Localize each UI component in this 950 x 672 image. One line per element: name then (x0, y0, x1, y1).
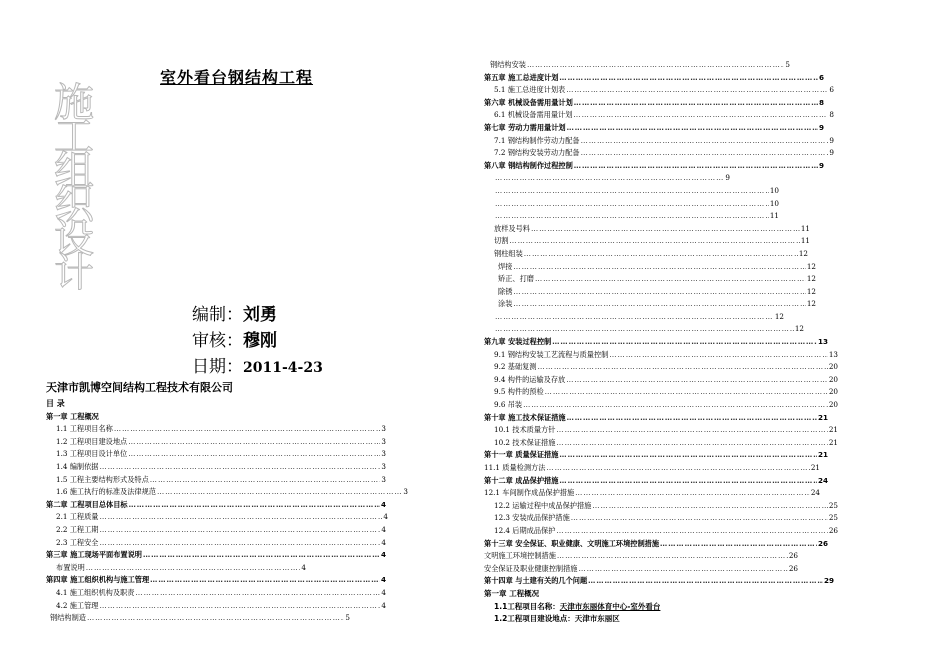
toc-entry-text: 第十四章 与土建有关的几个问题 (484, 576, 588, 586)
toc-leader-dots (559, 72, 818, 85)
toc-chapter-entry[interactable] (484, 475, 828, 488)
toc-section-entry[interactable] (484, 512, 838, 525)
toc-page-number: 12 (806, 286, 816, 296)
toc-section-entry[interactable] (46, 612, 350, 625)
toc-page-number: 11 (800, 236, 810, 246)
toc-leader-dots (559, 475, 817, 488)
toc-section-entry[interactable] (484, 172, 730, 185)
toc-page-number: 5 (785, 60, 790, 69)
toc-page-number: 11 (769, 211, 779, 221)
toc-page-number: 3 (381, 474, 386, 484)
toc-section-entry[interactable] (484, 349, 838, 362)
toc-section-entry[interactable] (46, 474, 386, 487)
toc-entry-text: 第九章 安装过程控制 (484, 337, 552, 347)
toc-page-number: 3 (381, 461, 386, 471)
toc-leader-dots (150, 574, 380, 587)
body-item-project-name-label: 1.1工程项目名称： (494, 601, 560, 611)
toc-section-entry[interactable] (46, 562, 306, 575)
toc-page-number: 3 (381, 436, 386, 446)
toc-entry-text: 第二章 工程项目总体目标 (46, 499, 128, 509)
toc-entry-text: 9.1 钢结构安装工艺流程与质量控制 (494, 349, 609, 359)
toc-entry-text: 1.5 工程主要结构形式及特点 (56, 474, 149, 484)
vertical-title-char: 织 (54, 182, 94, 228)
toc-section-entry[interactable] (484, 323, 804, 336)
reviewer-name: 穆刚 (243, 331, 277, 351)
toc-section-entry[interactable] (484, 273, 816, 286)
toc-entry-text: 第五章 施工总进度计划 (484, 72, 559, 82)
toc-leader-dots (99, 600, 380, 613)
toc-section-entry[interactable] (484, 500, 838, 513)
toc-leader-dots (552, 336, 817, 349)
toc-leader-dots (588, 575, 823, 588)
toc-chapter-entry[interactable] (484, 160, 824, 173)
reviewer-line (192, 326, 277, 351)
toc-leader-dots (495, 311, 774, 324)
toc-entry-text: 1.1 工程项目名称 (56, 424, 113, 434)
body-item-project-name (484, 601, 828, 614)
toc-entry-text: 布置说明 (56, 562, 85, 572)
toc-leader-dots (87, 612, 344, 625)
toc-page-number: 4 (380, 575, 386, 585)
toc-page-number: 21 (817, 412, 828, 422)
toc-section-entry[interactable] (484, 298, 816, 311)
toc-section-entry[interactable] (46, 600, 386, 613)
toc-leader-dots (513, 261, 805, 274)
toc-page-number: 26 (817, 538, 828, 548)
toc-chapter-entry[interactable] (484, 72, 824, 85)
toc-page-number: 24 (817, 475, 828, 485)
toc-leader-dots (537, 361, 827, 374)
toc-chapter-entry[interactable] (484, 575, 834, 588)
toc-entry-text: 4.2 施工管理 (56, 600, 99, 610)
toc-entry-text: 文明施工环境控制措施 (484, 551, 556, 561)
vertical-title-char: 施 (54, 80, 94, 126)
toc-entry-text: 第一章 工程概况 (46, 411, 99, 421)
toc-entry-text: 9.6 吊装 (494, 400, 523, 410)
toc-leader-dots (556, 424, 827, 437)
toc-page-number: 8 (818, 97, 824, 107)
toc-page-number: 12 (806, 261, 816, 271)
body-item-location-label: 1.2工程项目建设地点： (494, 614, 575, 624)
toc-section-entry[interactable] (484, 286, 816, 299)
toc-entry-text: 第四章 施工组织机构与施工管理 (46, 575, 150, 585)
toc-page-number: 21 (810, 463, 820, 472)
toc-page-number: 26 (828, 525, 838, 535)
toc-section-entry[interactable] (484, 147, 834, 160)
toc-page-number: 6 (829, 85, 834, 95)
toc-entry-text: 1.6 施工执行的标准及法律规范 (56, 487, 156, 497)
toc-leader-dots (581, 135, 829, 148)
toc-page-number: 10 (769, 185, 779, 195)
toc-section-entry[interactable] (484, 210, 779, 223)
toc-entry-text: 第八章 钢结构制作过程控制 (484, 160, 573, 170)
toc-section-entry[interactable] (484, 235, 810, 248)
toc-page-number: 12 (798, 248, 808, 258)
toc-entry-text: 12.3 安装成品保护措施 (494, 513, 570, 523)
toc-leader-dots (513, 298, 805, 311)
toc-section-entry[interactable] (484, 550, 798, 563)
toc-section-entry[interactable] (484, 399, 838, 412)
toc-chapter-entry[interactable] (484, 449, 828, 462)
toc-section-entry[interactable] (46, 461, 386, 474)
toc-page-number: 3 (381, 424, 386, 434)
toc-section-entry[interactable] (46, 423, 386, 436)
toc-page-number: 4 (380, 550, 386, 560)
toc-leader-dots (495, 323, 794, 336)
toc-leader-dots (566, 374, 828, 387)
toc-page-number: 13 (817, 337, 828, 347)
toc-entry-text: 钢柱组装 (494, 248, 523, 258)
toc-entry-text: 放样及号料 (494, 223, 530, 233)
toc-entry-text: 4.1 施工组织机构及职责 (56, 587, 135, 597)
toc-entry-text: 切割 (494, 236, 509, 246)
toc-right-column (484, 59, 838, 626)
body-chapter-heading: 第一章 工程概况 (484, 588, 540, 598)
toc-section-entry[interactable] (46, 436, 386, 449)
vertical-title-char: 组 (54, 148, 94, 194)
toc-entry-text: 1.2 工程项目建设地点 (56, 436, 128, 446)
toc-leader-dots (99, 461, 380, 474)
toc-chapter-entry[interactable] (484, 97, 824, 110)
toc-entry-text: 2.2 工程工期 (56, 524, 99, 534)
toc-leader-dots (556, 437, 827, 450)
toc-leader-dots (509, 235, 799, 248)
toc-chapter-entry[interactable] (46, 549, 386, 562)
toc-section-entry[interactable] (484, 109, 834, 122)
toc-leader-dots (557, 550, 788, 563)
toc-leader-dots (524, 248, 798, 261)
toc-page-number: 5 (345, 613, 350, 623)
toc-entry-text: 9.5 构件的预检 (494, 387, 544, 397)
toc-entry-text: 钢结构安装 (490, 60, 526, 69)
vertical-title-char: 计 (54, 250, 94, 296)
toc-chapter-entry[interactable] (484, 122, 824, 135)
toc-entry-text: 9.4 构件的运输及存放 (494, 374, 566, 384)
toc-page-number: 9 (829, 135, 834, 145)
toc-section-entry[interactable] (484, 437, 838, 450)
toc-leader-dots (527, 59, 784, 72)
toc-leader-dots (574, 160, 818, 173)
toc-page-number: 9 (829, 148, 834, 158)
toc-leader-dots (567, 122, 818, 135)
toc-page-number: 3 (381, 449, 386, 459)
toc-section-entry[interactable] (46, 448, 386, 461)
toc-entry-text: 钢结构制造 (50, 613, 86, 623)
toc-page-number: 26 (788, 551, 798, 561)
toc-section-entry[interactable] (484, 185, 779, 198)
toc-leader-dots (581, 147, 829, 160)
toc-leader-dots (578, 563, 787, 576)
toc-entry-text: 7.2 钢结构安装劳动力配备 (494, 148, 580, 158)
toc-leader-dots (592, 500, 827, 513)
toc-page-number: 12 (806, 299, 816, 309)
toc-entry-text: 10.1 技术质量方针 (494, 425, 556, 435)
toc-section-entry[interactable] (46, 486, 408, 499)
toc-page-number: 26 (788, 563, 798, 573)
toc-entry-text: 第六章 机械设备需用量计划 (484, 97, 573, 107)
toc-leader-dots (523, 399, 828, 412)
toc-page-number: 11 (800, 223, 810, 233)
toc-page-number: 6 (818, 72, 824, 82)
toc-left-column (46, 398, 408, 625)
toc-leader-dots (546, 462, 809, 475)
toc-chapter-entry[interactable] (46, 411, 408, 424)
toc-section-entry[interactable] (46, 511, 388, 524)
toc-leader-dots (86, 562, 301, 575)
toc-section-entry[interactable] (46, 524, 386, 537)
toc-leader-dots (573, 109, 828, 122)
editor-name: 刘勇 (243, 305, 277, 325)
toc-leader-dots (660, 538, 817, 551)
toc-leader-dots (129, 499, 380, 512)
toc-page-number: 9 (818, 160, 824, 170)
toc-entry-text: 6.1 机械设备需用量计划 (494, 110, 573, 120)
toc-leader-dots (495, 198, 769, 211)
toc-leader-dots (545, 386, 828, 399)
toc-leader-dots (556, 525, 827, 538)
toc-section-entry[interactable] (484, 198, 779, 211)
toc-section-entry[interactable] (484, 261, 816, 274)
toc-section-entry[interactable] (46, 537, 386, 550)
toc-entry-text: 第十章 施工技术保证措施 (484, 412, 566, 422)
toc-leader-dots (143, 549, 380, 562)
toc-leader-dots (99, 537, 380, 550)
toc-entry-text: 10.2 技术保证措施 (494, 437, 556, 447)
toc-leader-dots (495, 210, 769, 223)
toc-page-number: 21 (828, 437, 838, 447)
editor-line (192, 300, 277, 325)
toc-entry-text: 2.1 工程质量 (56, 512, 99, 522)
toc-chapter-entry[interactable] (484, 412, 828, 425)
toc-page-number: 12 (774, 311, 784, 321)
toc-page-number: 4 (381, 600, 386, 610)
toc-entry-text: 5.1 施工总进度计划表 (494, 85, 566, 95)
toc-entry-text: 第十二章 成品保护措施 (484, 475, 559, 485)
toc-leader-dots (531, 223, 800, 236)
company-name: 天津市凯博空间结构工程技术有限公司 (46, 381, 233, 394)
toc-leader-dots (114, 423, 381, 436)
toc-page-number: 4 (381, 587, 386, 597)
toc-leader-dots (575, 487, 810, 500)
toc-section-entry[interactable] (484, 59, 790, 72)
toc-entry-text: 12.2 运输过程中成品保护措施 (494, 500, 592, 510)
toc-page-number: 4 (383, 512, 388, 522)
toc-leader-dots (128, 448, 380, 461)
toc-leader-dots (495, 172, 724, 185)
toc-entry-text: 焊接 (498, 261, 513, 271)
toc-section-entry[interactable] (484, 84, 834, 97)
toc-leader-dots (495, 185, 769, 198)
toc-page-number: 9 (818, 122, 824, 132)
toc-page-number: 10 (769, 198, 779, 208)
toc-page-number: 20 (828, 400, 838, 410)
toc-entry-text: 12.4 后期成品保护 (494, 525, 556, 535)
body-item-location-value: 天津市东丽区 (574, 614, 620, 624)
toc-entry-text: 第三章 施工现场平面布置说明 (46, 550, 142, 560)
toc-chapter-entry[interactable] (46, 574, 386, 587)
date-line (192, 352, 323, 377)
toc-entry-text: 第七章 劳动力需用量计划 (484, 122, 566, 132)
toc-page-number: 20 (828, 362, 838, 372)
body-item-location (484, 613, 828, 626)
toc-page-number: 21 (817, 450, 828, 460)
toc-page-number: 12 (794, 324, 804, 334)
toc-leader-dots (566, 84, 828, 97)
toc-entry-text: 2.3 工程安全 (56, 537, 99, 547)
toc-page-number: 25 (828, 513, 838, 523)
toc-page-number: 4 (381, 524, 386, 534)
toc-leader-dots (609, 349, 828, 362)
toc-leader-dots (150, 474, 381, 487)
toc-leader-dots (135, 587, 380, 600)
toc-entry-text: 9.2 基础复测 (494, 362, 537, 372)
toc-leader-dots (99, 511, 382, 524)
toc-section-entry[interactable] (484, 424, 838, 437)
toc-page-number: 8 (829, 110, 834, 120)
date-value: 2011-4-23 (243, 360, 323, 376)
toc-section-entry[interactable] (46, 587, 386, 600)
toc-section-entry[interactable] (484, 386, 838, 399)
toc-leader-dots (567, 412, 817, 425)
toc-entry-text: 1.3 工程项目设计单位 (56, 449, 128, 459)
toc-heading: 目 录 (46, 399, 65, 408)
toc-page-number: 20 (828, 387, 838, 397)
vertical-title-char: 设 (54, 216, 94, 262)
toc-leader-dots (571, 512, 828, 525)
toc-section-entry[interactable] (484, 462, 820, 475)
date-label: 日期： (192, 357, 243, 377)
toc-entry-text: 矫正、打磨 (498, 274, 534, 284)
toc-page-number: 12 (806, 274, 816, 284)
project-title: 室外看台钢结构工程 (160, 68, 314, 87)
toc-section-entry[interactable] (484, 361, 838, 374)
toc-page-number: 13 (828, 349, 838, 359)
toc-leader-dots (99, 524, 380, 537)
toc-page-number: 21 (828, 425, 838, 435)
toc-entry-text: 除锈 (498, 286, 513, 296)
toc-entry-text: 第十一章 质量保证措施 (484, 450, 559, 460)
toc-chapter-entry[interactable] (484, 538, 828, 551)
toc-section-entry[interactable] (484, 374, 838, 387)
toc-entry-text: 安全保证及职业健康控制措施 (484, 563, 578, 573)
body-item-project-name-value: 天津市东丽体育中心-室外看台 (559, 601, 661, 611)
toc-page-number: 3 (403, 487, 408, 497)
toc-entry-text: 12.1 车间制作成品保护措施 (484, 488, 575, 498)
toc-entry-text: 涂装 (498, 299, 513, 309)
reviewer-label: 审核： (192, 331, 243, 351)
toc-page-number: 29 (823, 576, 834, 586)
toc-leader-dots (559, 449, 817, 462)
toc-section-entry[interactable] (484, 311, 784, 324)
vertical-cover-title (52, 80, 96, 296)
toc-page-number: 24 (810, 488, 820, 498)
toc-section-entry[interactable] (484, 525, 838, 538)
toc-entry-text: 第十三章 安全保证、职业健康、文明施工环境控制措施 (484, 538, 660, 548)
toc-entry-text: 7.1 钢结构制作劳动力配备 (494, 135, 580, 145)
toc-leader-dots (128, 436, 380, 449)
toc-section-entry[interactable] (484, 223, 810, 236)
toc-leader-dots (157, 486, 402, 499)
toc-leader-dots (535, 273, 806, 286)
toc-page-number: 20 (828, 374, 838, 384)
toc-page-number: 4 (380, 499, 386, 509)
editor-label: 编制： (192, 305, 243, 325)
toc-entry-text: 1.4 编制依据 (56, 461, 99, 471)
toc-entry-text: 11.1 质量检测方法 (484, 463, 546, 472)
toc-page-number: 25 (828, 500, 838, 510)
toc-section-entry[interactable] (484, 248, 808, 261)
toc-chapter-entry[interactable] (484, 336, 828, 349)
toc-page-number: 4 (381, 537, 386, 547)
toc-section-entry[interactable] (484, 563, 798, 576)
toc-section-entry[interactable] (484, 135, 834, 148)
toc-leader-dots (513, 286, 805, 299)
toc-section-entry[interactable] (484, 487, 820, 500)
toc-leader-dots (574, 97, 818, 110)
vertical-title-char: 工 (54, 114, 94, 160)
toc-page-number: 9 (725, 173, 730, 183)
toc-chapter-entry[interactable] (46, 499, 386, 512)
toc-page-number: 4 (301, 562, 306, 572)
